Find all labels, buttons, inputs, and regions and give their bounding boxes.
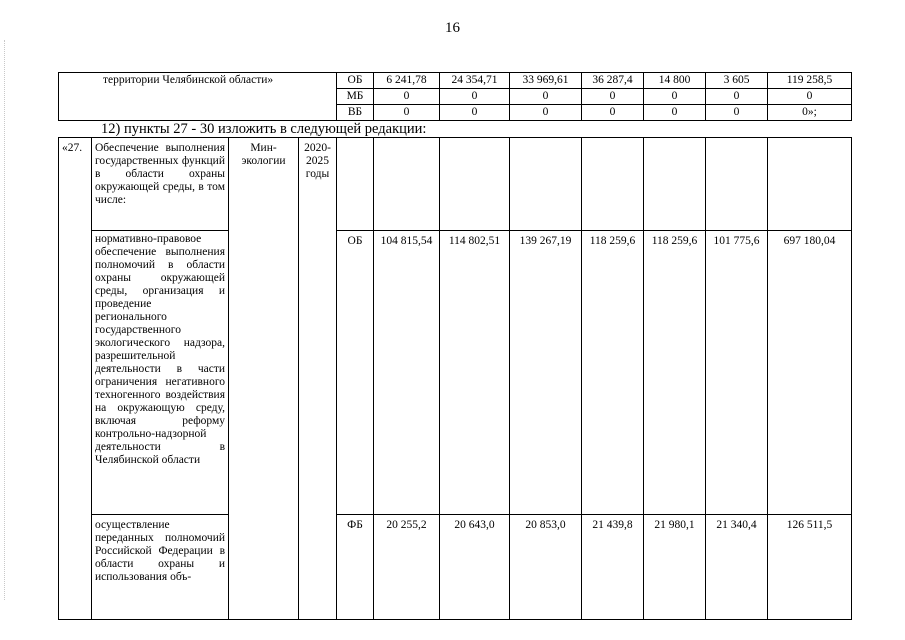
value-cell: 697 180,04 xyxy=(768,231,852,515)
value-cell: 139 267,19 xyxy=(510,231,582,515)
value-cell: 126 511,5 xyxy=(768,515,852,620)
value-cell: 0 xyxy=(706,105,768,121)
table-row xyxy=(59,231,852,515)
value-cell: 6 241,78 xyxy=(374,73,440,89)
value-cell: 0 xyxy=(644,105,706,121)
value-cell: 0 xyxy=(374,89,440,105)
value-cell: 118 259,6 xyxy=(644,231,706,515)
description-cell: осуществление переданных полномочий Российской Федерации в области охраны и использования объ- xyxy=(92,515,229,620)
description-cell: нормативно-правовое обеспечение выполнения полномочий в области охраны окружающей среды, организация и проведение регионального государственного экологического надзора, разрешительной деятельности в части ограничения негативного техногенного воздействия на окружающую среду, включая реформу контрольно-надзорной деятельности в Челябинской области xyxy=(92,231,229,515)
value-cell: 114 802,51 xyxy=(440,231,510,515)
value-cell: 24 354,71 xyxy=(440,73,510,89)
period-cell: 2020-2025 годы xyxy=(299,138,337,620)
value-cell: 0 xyxy=(374,105,440,121)
responsible-cell: Мин-экологии xyxy=(229,138,299,620)
amendment-text: 12) пункты 27 - 30 изложить в следующей редакции: xyxy=(101,121,427,137)
main-program-table xyxy=(58,137,852,620)
value-cell: 20 255,2 xyxy=(374,515,440,620)
page-number: 16 xyxy=(445,20,460,36)
table-row xyxy=(59,138,852,231)
value-cell: 0 xyxy=(644,89,706,105)
territory-cell xyxy=(59,73,337,121)
value-cell: 14 800 xyxy=(644,73,706,89)
table-row xyxy=(59,73,852,89)
scan-edge-mark xyxy=(4,40,6,600)
value-cell: 101 775,6 xyxy=(706,231,768,515)
table-row xyxy=(59,515,852,620)
value-cell: 20 853,0 xyxy=(510,515,582,620)
value-cell: 3 605 xyxy=(706,73,768,89)
value-cell: 0 xyxy=(706,89,768,105)
value-cell: 119 258,5 xyxy=(768,73,852,89)
value-cell xyxy=(644,138,706,231)
value-cell: 21 980,1 xyxy=(644,515,706,620)
value-cell xyxy=(510,138,582,231)
value-cell xyxy=(440,138,510,231)
value-cell xyxy=(374,138,440,231)
value-cell: 0 xyxy=(768,89,852,105)
value-cell: 104 815,54 xyxy=(374,231,440,515)
value-cell: 0 xyxy=(582,89,644,105)
item-number-cell: «27. xyxy=(59,138,92,620)
source-cell: ФБ xyxy=(337,515,374,620)
top-continuation-table xyxy=(58,72,852,121)
value-cell: 33 969,61 xyxy=(510,73,582,89)
value-cell: 20 643,0 xyxy=(440,515,510,620)
value-cell: 21 439,8 xyxy=(582,515,644,620)
value-cell: 0 xyxy=(440,89,510,105)
value-cell xyxy=(582,138,644,231)
value-cell: 0 xyxy=(440,105,510,121)
value-cell: 21 340,4 xyxy=(706,515,768,620)
value-cell xyxy=(706,138,768,231)
value-cell: 0 xyxy=(510,105,582,121)
value-cell: 0»; xyxy=(768,105,852,121)
value-cell xyxy=(768,138,852,231)
territory-text: территории Челябинской области» xyxy=(103,74,274,86)
value-cell: 0 xyxy=(582,105,644,121)
source-cell: МБ xyxy=(337,89,374,105)
value-cell: 0 xyxy=(510,89,582,105)
source-cell: ВБ xyxy=(337,105,374,121)
value-cell: 36 287,4 xyxy=(582,73,644,89)
description-cell: Обеспечение выполнения государственных функций в области охраны окружающей среды, в том числе: xyxy=(92,138,229,231)
source-cell: ОБ xyxy=(337,73,374,89)
source-cell: ОБ xyxy=(337,231,374,515)
value-cell: 118 259,6 xyxy=(582,231,644,515)
source-cell xyxy=(337,138,374,231)
